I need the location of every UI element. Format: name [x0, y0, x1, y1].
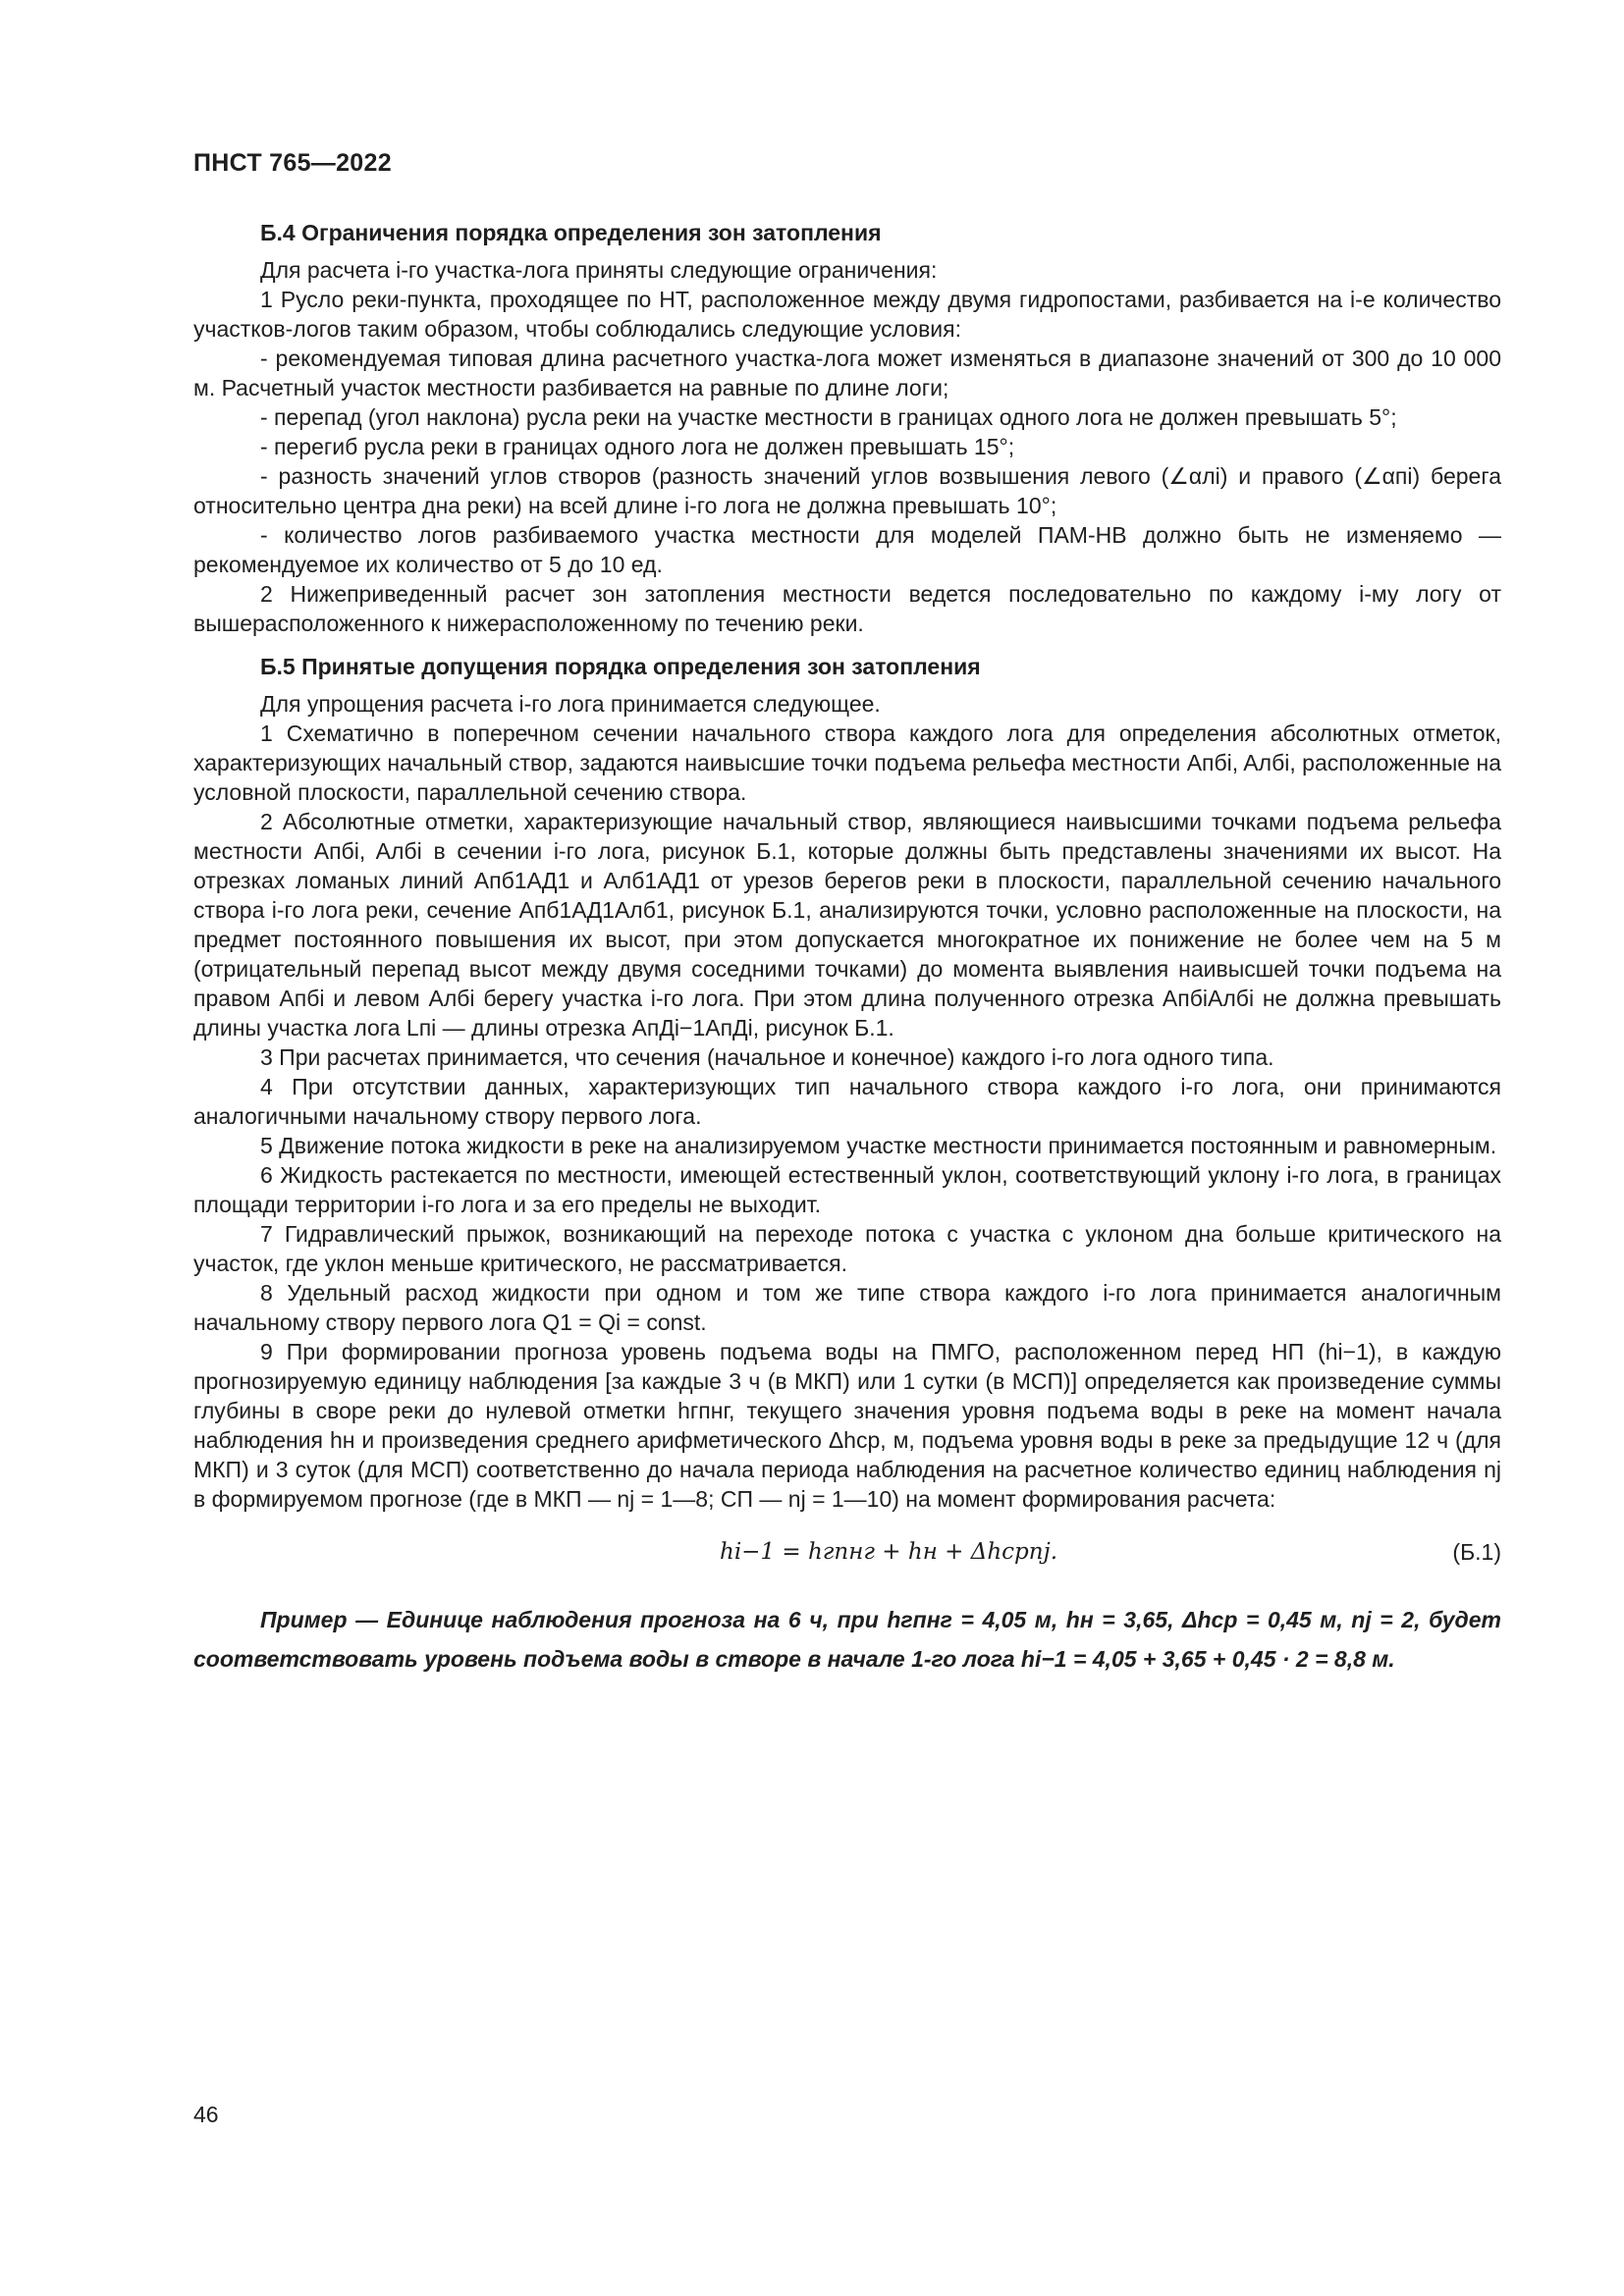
b4-paragraph: - перегиб русла реки в границах одного лога не должен превышать 15°; — [260, 434, 1015, 459]
example-block — [193, 1600, 1501, 1679]
b5-paragraph: 6 Жидкость растекается по местности, имеющей естественный уклон, соответствующий уклону i-го лога, в границах площади территории i-го лога и за его пределы не выходит. — [193, 1162, 1501, 1217]
b5-paragraph: 8 Удельный расход жидкости при одном и том же типе створа каждого i-го лога принимается аналогичным начальному створу первого лога Q1 = Qi = const. — [193, 1280, 1501, 1335]
document-code: ПНСТ 765—2022 — [193, 149, 392, 177]
formula-b1 — [193, 1529, 1501, 1578]
page-number: 46 — [193, 2102, 219, 2127]
b4-paragraph: - рекомендуемая типовая длина расчетного участка-лога может изменяться в диапазоне значений от 300 до 10 000 м. Расчетный участок местности разбивается на равные по длине логи; — [193, 346, 1501, 400]
b5-paragraph: 2 Абсолютные отметки, характеризующие начальный створ, являющиеся наивысшими точками подъема рельефа местности Aпбi, Aлбi в сечении i-го лога, рисунок Б.1, которые должны быть представлены значениями их высот. На отрезках ломаных линий Aпб1AД1 и Aлб1AД1 от урезов берегов реки в плоскости, параллельной сечению начального створа i-го лога реки, сечение Aпб1AД1Aлб1, рисунок Б.1, анализируются точки, условно расположенные на плоскости, на предмет постоянного повышения их высот, при этом допускается многократное их понижение не более чем на 5 м (отрицательный перепад высот между двумя соседними точками) до момента выявления наивысшей точки подъема на правом Aпбi и левом Aлбi берегу участка i-го лога. При этом длина полученного отрезка AпбiAлбi не должна превышать длины участка лога Lпi — длины отрезка AпДi−1AпДi, рисунок Б.1. — [193, 809, 1501, 1041]
b5-paragraph: 7 Гидравлический прыжок, возникающий на переходе потока с участка с уклоном дна больше критического на участок, где уклон меньше критического, не рассматривается. — [193, 1221, 1501, 1276]
document-body — [193, 218, 1501, 1679]
b4-paragraph: - количество логов разбиваемого участка местности для моделей ПАМ-НВ должно быть не изменяемо — рекомендуемое их количество от 5 до 10 ед. — [193, 522, 1501, 577]
b4-paragraph: - перепад (угол наклона) русла реки на участке местности в границах одного лога не должен превышать 5°; — [260, 404, 1397, 430]
formula-expression: hi−1 = hгпнг + hн + Δhсрnj. — [720, 1539, 1058, 1565]
formula-number: (Б.1) — [1452, 1539, 1501, 1565]
b5-paragraph: Для упрощения расчета i-го лога принимается следующее. — [260, 691, 881, 717]
section-b4-title: Б.4 Ограничения порядка определения зон затопления — [260, 220, 882, 245]
b5-paragraph: 1 Схематично в поперечном сечении начального створа каждого лога для определения абсолютных отметок, характеризующих начальный створ, задаются наивысшие точки подъема рельефа местности Aпбi, Aлбi, расположенные на условной плоскости, параллельной сечению створа. — [193, 721, 1501, 805]
example-text: Пример — Единице наблюдения прогноза на 6 ч, при hгпнг = 4,05 м, hн = 3,65, Δhср = 0,45 м, nj = 2, будет соответствовать уровень подъема воды в створе в начале 1-го лога hi−1 = 4,05 + 3,65 + 0,45 · 2 = 8,8 м. — [193, 1607, 1501, 1672]
b5-paragraph: 3 При расчетах принимается, что сечения (начальное и конечное) каждого i-го лога одного типа. — [260, 1044, 1274, 1070]
section-b5-title: Б.5 Принятые допущения порядка определения зон затопления — [260, 654, 981, 679]
b5-paragraph: 9 При формировании прогноза уровень подъема воды на ПМГО, расположенном перед НП (hi−1), в каждую прогнозируемую единицу наблюдения [за каждые 3 ч (в МКП) или 1 сутки (в МСП)] определяется как произведение суммы глубины в своре реки до нулевой отметки hгпнг, текущего значения уровня подъема воды в реке на момент начала наблюдения hн и произведения среднего арифметического Δhср, м, подъема уровня воды в реке за предыдущие 12 ч (для МКП) и 3 суток (для МСП) соответственно до начала периода наблюдения на расчетное количество единиц наблюдения nj в формируемом прогнозе (где в МКП — nj = 1—8; СП — nj = 1—10) на момент формирования расчета: — [193, 1339, 1501, 1512]
b5-paragraph: 4 При отсутствии данных, характеризующих тип начального створа каждого i-го лога, они принимаются аналогичными начальному створу первого лога. — [193, 1074, 1501, 1129]
b5-paragraph: 5 Движение потока жидкости в реке на анализируемом участке местности принимается постоянным и равномерным. — [260, 1133, 1497, 1158]
b4-paragraph: Для расчета i-го участка-лога приняты следующие ограничения: — [260, 257, 938, 283]
b4-paragraph: 1 Русло реки-пункта, проходящее по НТ, расположенное между двумя гидропостами, разбивается на i-е количество участков-логов таким образом, чтобы соблюдались следующие условия: — [193, 287, 1501, 342]
b4-paragraph: 2 Нижеприведенный расчет зон затопления местности ведется последовательно по каждому i-му логу от вышерасположенного к нижерасположенному по течению реки. — [193, 581, 1501, 636]
b4-paragraph: - разность значений углов створов (разность значений углов возвышения левого (∠αлi) и правого (∠αпi) берега относительно центра дна реки) на всей длине i-го лога не должна превышать 10°; — [193, 463, 1501, 518]
